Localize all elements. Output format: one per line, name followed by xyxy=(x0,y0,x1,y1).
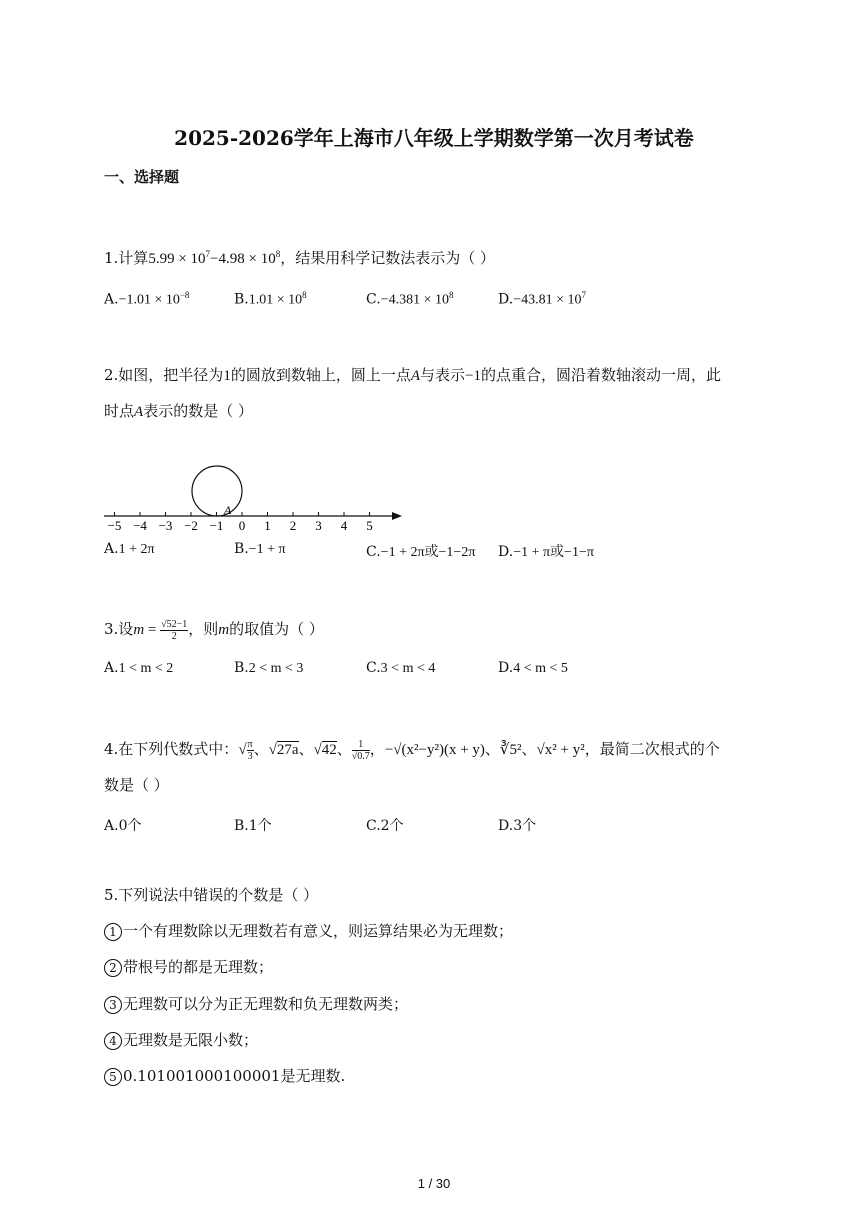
circled-number: 3 xyxy=(104,996,122,1014)
question-3-stem xyxy=(104,618,324,642)
q2-option-c xyxy=(366,541,475,561)
q4-expr-2: √27a xyxy=(268,742,299,758)
option-value: 1 < m < 2 xyxy=(118,661,174,676)
statement-text: 0.101001000100001是无理数. xyxy=(123,1067,346,1085)
q1-expr-a: 5.99 × 10 xyxy=(148,251,206,267)
question-4-line-1 xyxy=(104,738,720,762)
option-label: C. xyxy=(366,291,381,308)
q3-equals: = xyxy=(144,622,161,638)
q2-point: A xyxy=(134,404,144,420)
q3-fraction xyxy=(160,619,188,642)
q1-suffix: ，结果用科学记数法表示为（ ） xyxy=(280,249,495,267)
q3-text: 的取值为（ ） xyxy=(229,620,324,638)
q3-text: 3.设 xyxy=(104,620,134,638)
option-label: B. xyxy=(234,660,249,676)
option-value: 3个 xyxy=(513,818,537,834)
q4-text: 4.在下列代数式中： xyxy=(104,740,239,758)
q3-option-b xyxy=(234,660,303,677)
option-label: A. xyxy=(104,660,119,676)
q2-text: 时点 xyxy=(104,402,135,420)
q2-option-d xyxy=(498,541,594,561)
section-heading: 一、选择题 xyxy=(104,168,180,186)
q4-expr-6: ∛5² xyxy=(499,742,522,758)
option-label: B. xyxy=(234,291,249,308)
fraction-denominator: 3 xyxy=(247,751,253,763)
q3-option-d xyxy=(498,660,568,677)
q1-exp-a: 7 xyxy=(205,249,211,259)
q4-separator: ， xyxy=(369,740,385,758)
q4-separator: 、 xyxy=(298,740,314,758)
q5-statement-5 xyxy=(104,1065,345,1087)
q2-option-a xyxy=(104,541,155,558)
rolling-circle xyxy=(192,466,242,516)
q4-text: ，最简二次根式的个 xyxy=(584,740,720,758)
axis-tick-label: −2 xyxy=(184,518,198,532)
q3-variable: m xyxy=(133,622,145,638)
option-value: −1 + 2π或−1−2π xyxy=(380,545,476,560)
fraction-denominator: √0.7 xyxy=(351,750,370,762)
fraction-numerator: π xyxy=(247,739,253,751)
option-exp: 7 xyxy=(581,290,586,300)
axis-tick-label: 2 xyxy=(289,518,297,532)
circled-number: 5 xyxy=(104,1068,122,1086)
q2-text: 表示的数是（ ） xyxy=(143,402,253,420)
option-value: 1个 xyxy=(248,818,272,834)
q4-separator: 、 xyxy=(253,740,269,758)
axis-tick-label: 4 xyxy=(340,518,348,532)
q5-statement-2 xyxy=(104,956,273,978)
option-label: C. xyxy=(366,544,381,560)
axis-tick-label: 1 xyxy=(264,518,271,532)
fraction-denominator: 2 xyxy=(171,630,177,642)
q2-text: 的点重合，圆沿着数轴滚动一周，此 xyxy=(480,366,721,384)
q4-option-c xyxy=(366,815,404,835)
option-exp: 8 xyxy=(448,290,454,300)
option-label: A. xyxy=(104,541,119,557)
q4-separator: 、 xyxy=(521,740,537,758)
option-label: A. xyxy=(104,818,119,834)
q1-option-d xyxy=(498,290,586,309)
radicand: 27a xyxy=(276,742,299,758)
statement-text: 无理数可以分为正无理数和负无理数两类； xyxy=(123,995,409,1013)
option-value: −43.81 × 10 xyxy=(513,292,582,308)
option-label: D. xyxy=(498,660,514,676)
q3-variable: m xyxy=(218,622,230,638)
q4-expr-3: √42 xyxy=(313,742,337,758)
option-label: B. xyxy=(234,541,249,557)
q2-point: A xyxy=(410,368,420,384)
q1-option-a xyxy=(104,290,189,309)
axis-tick-label: −1 xyxy=(209,518,224,532)
exam-title: 2025-2026学年上海市八年级上学期数学第一次月考试卷 xyxy=(174,126,694,150)
q4-separator: 、 xyxy=(336,740,352,758)
q2-text: 2.如图，把半径为 xyxy=(104,366,224,384)
option-value: 2个 xyxy=(380,818,404,834)
q5-statement-4 xyxy=(104,1029,258,1051)
option-value: 1 + 2π xyxy=(118,542,155,557)
q2-text: 的圆放到数轴上，圆上一点 xyxy=(230,366,411,384)
option-label: C. xyxy=(366,660,381,676)
circled-number: 1 xyxy=(104,923,122,941)
q4-separator: 、 xyxy=(484,740,500,758)
option-label: A. xyxy=(104,291,119,308)
option-label: D. xyxy=(498,544,514,560)
statement-text: 一个有理数除以无理数若有意义，则运算结果必为无理数； xyxy=(123,922,514,940)
axis-tick-label: 0 xyxy=(238,518,246,532)
circled-number: 2 xyxy=(104,959,122,977)
option-value: −4.381 × 10 xyxy=(380,292,449,308)
question-1-stem xyxy=(104,243,495,270)
q5-statement-1 xyxy=(104,920,513,942)
statement-text: 带根号的都是无理数； xyxy=(123,958,274,976)
question-2-line-1 xyxy=(104,364,721,387)
q4-option-a xyxy=(104,815,141,835)
option-value: −1.01 × 10 xyxy=(118,292,180,308)
option-label: D. xyxy=(498,291,514,308)
q4-expr-1: √ $\frac{\pi}{3}$ xyxy=(238,739,253,763)
q2-radius: 1 xyxy=(223,368,231,384)
q3-option-a xyxy=(104,660,173,677)
q2-neg-one: −1 xyxy=(465,368,481,384)
q4-option-b xyxy=(234,815,272,835)
q1-exp-b: 8 xyxy=(275,249,281,259)
circled-number: 4 xyxy=(104,1032,122,1050)
option-label: B. xyxy=(234,818,249,834)
q2-option-b xyxy=(234,541,286,558)
q1-option-c xyxy=(366,290,453,309)
radicand: 42 xyxy=(321,742,337,758)
q4-expr-5: −√(x²−y²)(x + y) xyxy=(384,742,485,758)
q4-expr-4 xyxy=(352,739,370,762)
option-value: 3 < m < 4 xyxy=(380,661,436,676)
q2-text: 与表示 xyxy=(420,366,466,384)
question-4-line-2: 数是（ ） xyxy=(104,776,169,794)
axis-tick-label: 5 xyxy=(366,518,373,532)
option-value: −1 + π或−1−π xyxy=(513,545,594,560)
option-value: 0个 xyxy=(118,818,142,834)
option-value: 4 < m < 5 xyxy=(513,661,568,676)
q1-option-b xyxy=(234,290,307,309)
option-value: 2 < m < 3 xyxy=(248,661,304,676)
axis-tick-label: −5 xyxy=(107,518,122,532)
axis-arrow-icon xyxy=(392,512,402,520)
question-2-line-2 xyxy=(104,400,253,423)
page-number: 1 / 30 xyxy=(417,1176,451,1191)
point-a-label: A xyxy=(224,503,232,517)
axis-tick-label: −4 xyxy=(133,518,147,532)
q1-prefix: 1.计算 xyxy=(104,249,149,267)
option-value: 1.01 × 10 xyxy=(248,292,303,308)
axis-tick-label: −3 xyxy=(158,518,173,532)
question-5-stem: 5.下列说法中错误的个数是（ ） xyxy=(104,886,319,904)
option-exp: −8 xyxy=(179,290,190,300)
q3-text: ，则 xyxy=(188,620,219,638)
number-line-figure xyxy=(100,460,410,532)
fraction-numerator: 1 xyxy=(352,739,370,751)
option-label: C. xyxy=(366,818,381,834)
axis-tick-label: 3 xyxy=(315,518,322,532)
q3-option-c xyxy=(366,660,435,677)
q5-statement-3 xyxy=(104,993,408,1015)
option-label: D. xyxy=(498,818,514,834)
option-exp: 8 xyxy=(302,290,307,300)
q1-expr-b: −4.98 × 10 xyxy=(210,251,276,267)
fraction-numerator: √52−1 xyxy=(161,618,188,630)
q4-expr-7: √x² + y² xyxy=(536,742,585,758)
statement-text: 无理数是无限小数； xyxy=(123,1031,259,1049)
q4-option-d xyxy=(498,815,536,835)
option-value: −1 + π xyxy=(248,542,286,557)
